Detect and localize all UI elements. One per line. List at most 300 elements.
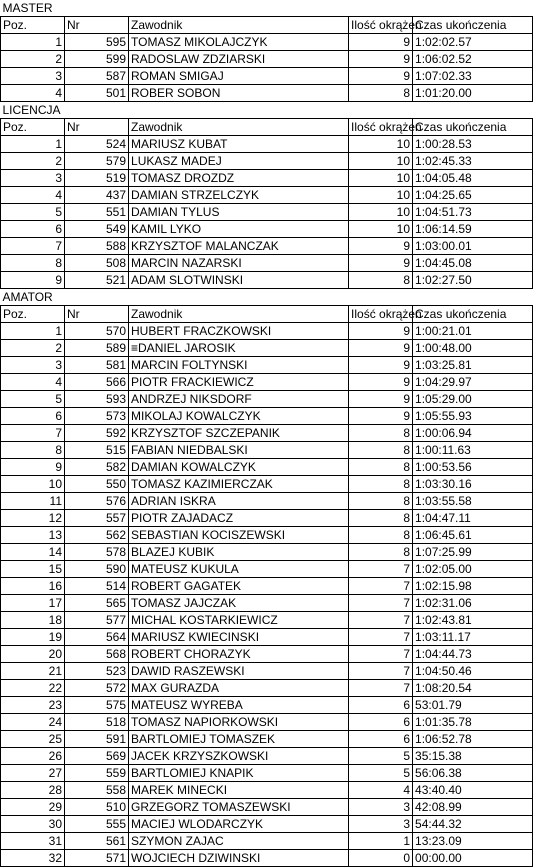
- cell-zawodnik: PIOTR FRACKIEWICZ: [129, 374, 349, 391]
- cell-laps: 8: [349, 425, 413, 442]
- table-row: [1, 255, 533, 272]
- cell-nr: 571: [65, 850, 129, 867]
- cell-nr: 561: [65, 833, 129, 850]
- cell-nr: 562: [65, 527, 129, 544]
- table-row: [1, 357, 533, 374]
- header-ilosc: Ilość okrążeń: [349, 119, 413, 136]
- section-title: LICENCJA: [1, 102, 129, 119]
- cell-zawodnik: MATEUSZ WYREBA: [129, 697, 349, 714]
- cell-laps: 7: [349, 646, 413, 663]
- cell-nr: 515: [65, 442, 129, 459]
- cell-poz: 7: [1, 425, 65, 442]
- table-row: [1, 340, 533, 357]
- cell-nr: 582: [65, 459, 129, 476]
- table-row: [1, 816, 533, 833]
- cell-zawodnik: MATEUSZ KUKULA: [129, 561, 349, 578]
- cell-nr: 591: [65, 731, 129, 748]
- cell-nr: 521: [65, 272, 129, 289]
- cell-poz: 5: [1, 391, 65, 408]
- header-zawodnik: Zawodnik: [129, 17, 349, 34]
- cell-poz: 30: [1, 816, 65, 833]
- cell-laps: 10: [349, 153, 413, 170]
- cell-nr: 557: [65, 510, 129, 527]
- cell-zawodnik: WOJCIECH DZIWINSKI: [129, 850, 349, 867]
- cell-time: 1:00:21.01: [413, 323, 533, 340]
- cell-time: 1:00:28.53: [413, 136, 533, 153]
- table-row: [1, 136, 533, 153]
- cell-time: 1:02:15.98: [413, 578, 533, 595]
- cell-poz: 15: [1, 561, 65, 578]
- cell-time: 35:15.38: [413, 748, 533, 765]
- cell-poz: 9: [1, 459, 65, 476]
- table-row: [1, 748, 533, 765]
- cell-zawodnik: BLAZEJ KUBIK: [129, 544, 349, 561]
- section-title: AMATOR: [1, 289, 129, 306]
- table-row: [1, 323, 533, 340]
- table-row: [1, 442, 533, 459]
- cell-poz: 32: [1, 850, 65, 867]
- cell-zawodnik: DAMIAN STRZELCZYK: [129, 187, 349, 204]
- cell-laps: 8: [349, 85, 413, 102]
- cell-laps: 9: [349, 408, 413, 425]
- cell-poz: 3: [1, 170, 65, 187]
- cell-time: 1:06:52.78: [413, 731, 533, 748]
- cell-zawodnik: ROBERT CHORAZYK: [129, 646, 349, 663]
- header-poz: Poz.: [1, 306, 65, 323]
- cell-time: 13:23.09: [413, 833, 533, 850]
- table-row: [1, 221, 533, 238]
- cell-nr: 519: [65, 170, 129, 187]
- column-header-row: [1, 119, 533, 136]
- cell-time: 1:04:51.73: [413, 204, 533, 221]
- cell-nr: 572: [65, 680, 129, 697]
- table-row: [1, 765, 533, 782]
- cell-laps: 6: [349, 731, 413, 748]
- cell-nr: 587: [65, 68, 129, 85]
- table-row: [1, 782, 533, 799]
- cell-nr: 510: [65, 799, 129, 816]
- cell-laps: 8: [349, 544, 413, 561]
- empty-cell: [129, 0, 349, 17]
- cell-nr: 559: [65, 765, 129, 782]
- table-row: [1, 272, 533, 289]
- cell-nr: 568: [65, 646, 129, 663]
- table-row: [1, 153, 533, 170]
- table-row: [1, 187, 533, 204]
- cell-zawodnik: DAWID RASZEWSKI: [129, 663, 349, 680]
- cell-time: 1:02:02.57: [413, 34, 533, 51]
- cell-time: 1:06:02.52: [413, 51, 533, 68]
- cell-zawodnik: FABIAN NIEDBALSKI: [129, 442, 349, 459]
- cell-time: 1:01:35.78: [413, 714, 533, 731]
- cell-zawodnik: KAMIL LYKO: [129, 221, 349, 238]
- cell-zawodnik: MIKOLAJ KOWALCZYK: [129, 408, 349, 425]
- cell-nr: 564: [65, 629, 129, 646]
- cell-laps: 8: [349, 459, 413, 476]
- cell-nr: 549: [65, 221, 129, 238]
- cell-time: 56:06.38: [413, 765, 533, 782]
- section-title-row: [1, 102, 533, 119]
- table-row: [1, 629, 533, 646]
- cell-time: 1:07:25.99: [413, 544, 533, 561]
- cell-zawodnik: ADRIAN ISKRA: [129, 493, 349, 510]
- cell-poz: 3: [1, 68, 65, 85]
- empty-cell: [349, 102, 413, 119]
- cell-laps: 9: [349, 68, 413, 85]
- header-czas: Czas ukończenia: [413, 306, 533, 323]
- table-row: [1, 663, 533, 680]
- cell-time: 00:00.00: [413, 850, 533, 867]
- cell-laps: 9: [349, 34, 413, 51]
- cell-laps: 9: [349, 391, 413, 408]
- empty-cell: [129, 289, 349, 306]
- table-row: [1, 510, 533, 527]
- cell-time: 1:02:43.81: [413, 612, 533, 629]
- table-row: [1, 170, 533, 187]
- cell-poz: 16: [1, 578, 65, 595]
- cell-nr: 550: [65, 476, 129, 493]
- cell-time: 43:40.40: [413, 782, 533, 799]
- cell-zawodnik: JACEK KRZYSZKOWSKI: [129, 748, 349, 765]
- cell-nr: 581: [65, 357, 129, 374]
- cell-zawodnik: HUBERT FRACZKOWSKI: [129, 323, 349, 340]
- cell-poz: 23: [1, 697, 65, 714]
- cell-poz: 17: [1, 595, 65, 612]
- cell-laps: 10: [349, 170, 413, 187]
- cell-zawodnik: ANDRZEJ NIKSDORF: [129, 391, 349, 408]
- cell-poz: 8: [1, 442, 65, 459]
- cell-laps: 8: [349, 272, 413, 289]
- cell-poz: 1: [1, 323, 65, 340]
- table-row: [1, 34, 533, 51]
- column-header-row: [1, 17, 533, 34]
- header-czas: Czas ukończenia: [413, 119, 533, 136]
- cell-poz: 29: [1, 799, 65, 816]
- cell-poz: 31: [1, 833, 65, 850]
- cell-time: 1:04:25.65: [413, 187, 533, 204]
- cell-nr: 514: [65, 578, 129, 595]
- cell-poz: 14: [1, 544, 65, 561]
- table-row: [1, 408, 533, 425]
- cell-poz: 4: [1, 187, 65, 204]
- cell-poz: 2: [1, 340, 65, 357]
- cell-laps: 9: [349, 238, 413, 255]
- cell-zawodnik: ROMAN SMIGAJ: [129, 68, 349, 85]
- section-title-row: [1, 0, 533, 17]
- cell-laps: 5: [349, 765, 413, 782]
- table-row: [1, 391, 533, 408]
- table-row: [1, 595, 533, 612]
- cell-time: 1:02:05.00: [413, 561, 533, 578]
- cell-laps: 9: [349, 255, 413, 272]
- table-row: [1, 544, 533, 561]
- cell-time: 1:00:48.00: [413, 340, 533, 357]
- cell-laps: 10: [349, 204, 413, 221]
- header-nr: Nr: [65, 119, 129, 136]
- header-ilosc: Ilość okrążeń: [349, 306, 413, 323]
- table-row: [1, 459, 533, 476]
- empty-cell: [413, 289, 533, 306]
- header-nr: Nr: [65, 306, 129, 323]
- header-zawodnik: Zawodnik: [129, 119, 349, 136]
- column-header-row: [1, 306, 533, 323]
- cell-time: 1:06:45.61: [413, 527, 533, 544]
- cell-laps: 7: [349, 578, 413, 595]
- cell-zawodnik: BARTLOMIEJ KNAPIK: [129, 765, 349, 782]
- cell-zawodnik: ≡DANIEL JAROSIK: [129, 340, 349, 357]
- cell-time: 1:00:53.56: [413, 459, 533, 476]
- cell-laps: 7: [349, 595, 413, 612]
- cell-zawodnik: BARTLOMIEJ TOMASZEK: [129, 731, 349, 748]
- cell-laps: 1: [349, 833, 413, 850]
- cell-poz: 25: [1, 731, 65, 748]
- cell-nr: 576: [65, 493, 129, 510]
- cell-laps: 10: [349, 187, 413, 204]
- cell-nr: 558: [65, 782, 129, 799]
- header-nr: Nr: [65, 17, 129, 34]
- table-row: [1, 527, 533, 544]
- cell-poz: 10: [1, 476, 65, 493]
- cell-nr: 590: [65, 561, 129, 578]
- cell-poz: 5: [1, 204, 65, 221]
- table-row: [1, 612, 533, 629]
- cell-nr: 575: [65, 697, 129, 714]
- cell-time: 1:03:55.58: [413, 493, 533, 510]
- cell-time: 1:04:05.48: [413, 170, 533, 187]
- cell-zawodnik: MAX GURAZDA: [129, 680, 349, 697]
- cell-time: 1:05:55.93: [413, 408, 533, 425]
- cell-laps: 9: [349, 340, 413, 357]
- cell-poz: 24: [1, 714, 65, 731]
- header-ilosc: Ilość okrążeń: [349, 17, 413, 34]
- cell-nr: 578: [65, 544, 129, 561]
- cell-time: 1:03:25.81: [413, 357, 533, 374]
- cell-nr: 599: [65, 51, 129, 68]
- cell-poz: 27: [1, 765, 65, 782]
- cell-laps: 4: [349, 782, 413, 799]
- table-row: [1, 850, 533, 867]
- header-poz: Poz.: [1, 17, 65, 34]
- cell-time: 1:02:45.33: [413, 153, 533, 170]
- empty-cell: [349, 289, 413, 306]
- table-row: [1, 68, 533, 85]
- cell-laps: 10: [349, 136, 413, 153]
- cell-time: 54:44.32: [413, 816, 533, 833]
- cell-laps: 3: [349, 799, 413, 816]
- section-title: MASTER: [1, 0, 129, 17]
- cell-time: 1:06:14.59: [413, 221, 533, 238]
- cell-poz: 4: [1, 85, 65, 102]
- cell-time: 1:00:11.63: [413, 442, 533, 459]
- cell-time: 1:01:20.00: [413, 85, 533, 102]
- cell-zawodnik: LUKASZ MADEJ: [129, 153, 349, 170]
- cell-zawodnik: DAMIAN TYLUS: [129, 204, 349, 221]
- cell-laps: 5: [349, 748, 413, 765]
- cell-zawodnik: ADAM SLOTWINSKI: [129, 272, 349, 289]
- cell-laps: 6: [349, 697, 413, 714]
- cell-poz: 26: [1, 748, 65, 765]
- table-row: [1, 731, 533, 748]
- cell-zawodnik: ROBER SOBON: [129, 85, 349, 102]
- cell-laps: 7: [349, 561, 413, 578]
- cell-laps: 8: [349, 527, 413, 544]
- cell-zawodnik: MACIEJ WLODARCZYK: [129, 816, 349, 833]
- cell-nr: 588: [65, 238, 129, 255]
- cell-zawodnik: MICHAL KOSTARKIEWICZ: [129, 612, 349, 629]
- header-poz: Poz.: [1, 119, 65, 136]
- cell-laps: 8: [349, 493, 413, 510]
- cell-laps: 9: [349, 51, 413, 68]
- cell-nr: 508: [65, 255, 129, 272]
- cell-nr: 577: [65, 612, 129, 629]
- cell-time: 1:02:27.50: [413, 272, 533, 289]
- cell-zawodnik: MAREK MINECKI: [129, 782, 349, 799]
- cell-poz: 2: [1, 51, 65, 68]
- cell-zawodnik: PIOTR ZAJADACZ: [129, 510, 349, 527]
- cell-nr: 551: [65, 204, 129, 221]
- cell-poz: 6: [1, 408, 65, 425]
- cell-nr: 592: [65, 425, 129, 442]
- cell-nr: 595: [65, 34, 129, 51]
- table-row: [1, 697, 533, 714]
- cell-nr: 579: [65, 153, 129, 170]
- cell-poz: 28: [1, 782, 65, 799]
- cell-laps: 9: [349, 323, 413, 340]
- cell-nr: 573: [65, 408, 129, 425]
- cell-nr: 437: [65, 187, 129, 204]
- cell-time: 1:03:30.16: [413, 476, 533, 493]
- header-zawodnik: Zawodnik: [129, 306, 349, 323]
- cell-nr: 518: [65, 714, 129, 731]
- header-czas: Czas ukończenia: [413, 17, 533, 34]
- cell-time: 1:04:47.11: [413, 510, 533, 527]
- cell-poz: 3: [1, 357, 65, 374]
- cell-poz: 9: [1, 272, 65, 289]
- cell-zawodnik: TOMASZ DROZDZ: [129, 170, 349, 187]
- cell-time: 42:08.99: [413, 799, 533, 816]
- cell-poz: 6: [1, 221, 65, 238]
- cell-time: 1:04:29.97: [413, 374, 533, 391]
- cell-poz: 7: [1, 238, 65, 255]
- cell-zawodnik: ROBERT GAGATEK: [129, 578, 349, 595]
- cell-poz: 11: [1, 493, 65, 510]
- cell-zawodnik: MARCIN NAZARSKI: [129, 255, 349, 272]
- cell-time: 1:05:29.00: [413, 391, 533, 408]
- cell-zawodnik: TOMASZ JAJCZAK: [129, 595, 349, 612]
- cell-nr: 566: [65, 374, 129, 391]
- table-row: [1, 238, 533, 255]
- cell-nr: 565: [65, 595, 129, 612]
- cell-time: 53:01.79: [413, 697, 533, 714]
- cell-laps: 0: [349, 850, 413, 867]
- cell-poz: 12: [1, 510, 65, 527]
- cell-zawodnik: MARIUSZ KWIECINSKI: [129, 629, 349, 646]
- cell-nr: 593: [65, 391, 129, 408]
- cell-laps: 7: [349, 663, 413, 680]
- cell-laps: 3: [349, 816, 413, 833]
- cell-poz: 4: [1, 374, 65, 391]
- cell-laps: 7: [349, 612, 413, 629]
- cell-zawodnik: KRZYSZTOF MALANCZAK: [129, 238, 349, 255]
- table-row: [1, 680, 533, 697]
- cell-zawodnik: TOMASZ NAPIORKOWSKI: [129, 714, 349, 731]
- cell-zawodnik: RADOSLAW ZDZIARSKI: [129, 51, 349, 68]
- cell-time: 1:04:50.46: [413, 663, 533, 680]
- cell-zawodnik: MARCIN FOLTYNSKI: [129, 357, 349, 374]
- cell-time: 1:07:02.33: [413, 68, 533, 85]
- cell-time: 1:00:06.94: [413, 425, 533, 442]
- cell-poz: 22: [1, 680, 65, 697]
- table-row: [1, 476, 533, 493]
- cell-time: 1:04:45.08: [413, 255, 533, 272]
- cell-nr: 569: [65, 748, 129, 765]
- cell-laps: 9: [349, 374, 413, 391]
- cell-poz: 21: [1, 663, 65, 680]
- table-row: [1, 833, 533, 850]
- cell-nr: 555: [65, 816, 129, 833]
- table-row: [1, 85, 533, 102]
- table-row: [1, 204, 533, 221]
- cell-nr: 570: [65, 323, 129, 340]
- table-row: [1, 646, 533, 663]
- cell-poz: 2: [1, 153, 65, 170]
- table-row: [1, 578, 533, 595]
- cell-zawodnik: SZYMON ZAJAC: [129, 833, 349, 850]
- cell-zawodnik: SEBASTIAN KOCISZEWSKI: [129, 527, 349, 544]
- cell-poz: 13: [1, 527, 65, 544]
- table-row: [1, 561, 533, 578]
- cell-poz: 1: [1, 34, 65, 51]
- cell-laps: 6: [349, 714, 413, 731]
- cell-laps: 8: [349, 442, 413, 459]
- cell-poz: 8: [1, 255, 65, 272]
- empty-cell: [129, 102, 349, 119]
- cell-laps: 10: [349, 221, 413, 238]
- cell-time: 1:03:11.17: [413, 629, 533, 646]
- table-row: [1, 493, 533, 510]
- table-row: [1, 714, 533, 731]
- cell-poz: 18: [1, 612, 65, 629]
- cell-zawodnik: TOMASZ MIKOLAJCZYK: [129, 34, 349, 51]
- cell-time: 1:03:00.01: [413, 238, 533, 255]
- cell-laps: 8: [349, 476, 413, 493]
- cell-laps: 7: [349, 629, 413, 646]
- table-row: [1, 51, 533, 68]
- cell-time: 1:08:20.54: [413, 680, 533, 697]
- empty-cell: [413, 0, 533, 17]
- table-row: [1, 425, 533, 442]
- table-row: [1, 374, 533, 391]
- cell-zawodnik: DAMIAN KOWALCZYK: [129, 459, 349, 476]
- cell-time: 1:02:31.06: [413, 595, 533, 612]
- cell-nr: 524: [65, 136, 129, 153]
- cell-poz: 20: [1, 646, 65, 663]
- cell-zawodnik: MARIUSZ KUBAT: [129, 136, 349, 153]
- cell-poz: 1: [1, 136, 65, 153]
- cell-laps: 8: [349, 510, 413, 527]
- cell-laps: 9: [349, 357, 413, 374]
- table-row: [1, 799, 533, 816]
- cell-laps: 7: [349, 680, 413, 697]
- section-title-row: [1, 289, 533, 306]
- cell-time: 1:04:44.73: [413, 646, 533, 663]
- empty-cell: [349, 0, 413, 17]
- cell-zawodnik: TOMASZ KAZIMIERCZAK: [129, 476, 349, 493]
- cell-poz: 19: [1, 629, 65, 646]
- cell-nr: 589: [65, 340, 129, 357]
- empty-cell: [413, 102, 533, 119]
- cell-zawodnik: GRZEGORZ TOMASZEWSKI: [129, 799, 349, 816]
